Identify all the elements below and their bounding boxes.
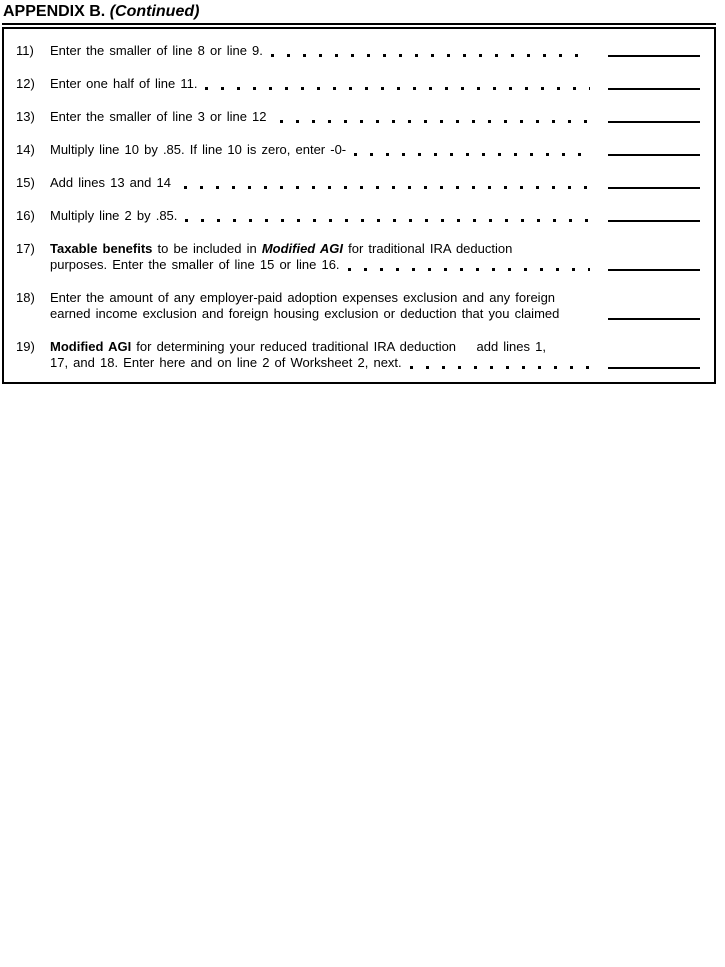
worksheet-row-19 bbox=[4, 339, 714, 371]
line-description: purposes. Enter the smaller of line 15 or line 16. bbox=[50, 257, 340, 272]
line-description: Enter the smaller of line 3 or line 12 bbox=[50, 109, 272, 124]
line-text bbox=[50, 290, 590, 322]
page-title bbox=[2, 3, 716, 25]
worksheet-row-16 bbox=[4, 208, 714, 224]
line-number: 14) bbox=[16, 142, 35, 157]
answer-line-17 bbox=[608, 269, 700, 271]
worksheet-row-12 bbox=[4, 76, 714, 92]
dot-leader bbox=[410, 366, 590, 369]
worksheet-row-11 bbox=[4, 43, 714, 59]
dot-leader bbox=[184, 186, 590, 189]
line-number: 18) bbox=[16, 290, 35, 305]
worksheet-row-15 bbox=[4, 175, 714, 191]
answer-line-11 bbox=[608, 55, 700, 57]
line-description: earned income exclusion and foreign housing exclusion or deduction that you claimed bbox=[50, 306, 560, 321]
line-description: Multiply line 10 by .85. If line 10 is zero, enter -0- bbox=[50, 142, 347, 157]
line-description: 17, and 18. Enter here and on line 2 of Worksheet 2, next. bbox=[50, 355, 402, 370]
answer-line-19 bbox=[608, 367, 700, 369]
line-number: 13) bbox=[16, 109, 35, 124]
worksheet-row-17 bbox=[4, 241, 714, 273]
answer-line-15 bbox=[608, 187, 700, 189]
line-description: Enter the amount of any employer-paid adoption expenses exclusion and any foreign bbox=[50, 290, 556, 305]
line-description: for traditional IRA deduction bbox=[343, 241, 513, 256]
dot-leader bbox=[348, 268, 590, 271]
line-number: 19) bbox=[16, 339, 35, 354]
dot-leader bbox=[205, 87, 590, 90]
dot-leader bbox=[185, 219, 590, 222]
line-number: 17) bbox=[16, 241, 35, 256]
bold-italic-term: Modified AGI bbox=[261, 241, 343, 256]
answer-line-18 bbox=[608, 318, 700, 320]
worksheet-row-14 bbox=[4, 142, 714, 158]
line-number: 16) bbox=[16, 208, 35, 223]
line-description: Enter the smaller of line 8 or line 9. bbox=[50, 43, 263, 58]
line-description: to be included in bbox=[152, 241, 262, 256]
line-description: Add lines 13 and 14 bbox=[50, 175, 177, 190]
worksheet-row-18 bbox=[4, 290, 714, 322]
dot-leader bbox=[271, 54, 590, 57]
answer-line-14 bbox=[608, 154, 700, 156]
line-text bbox=[50, 43, 590, 59]
dot-leader bbox=[280, 120, 590, 123]
line-text bbox=[50, 175, 590, 191]
line-text bbox=[50, 339, 590, 371]
line-description: for determining your reduced traditional IRA deduction add lines 1, bbox=[131, 339, 546, 354]
worksheet-box bbox=[2, 27, 716, 384]
line-number: 12) bbox=[16, 76, 35, 91]
worksheet-row-13 bbox=[4, 109, 714, 125]
line-text bbox=[50, 109, 590, 125]
line-description: Multiply line 2 by .85. bbox=[50, 208, 178, 223]
bold-term: Modified AGI bbox=[50, 339, 132, 354]
answer-line-12 bbox=[608, 88, 700, 90]
line-description: Enter one half of line 11. bbox=[50, 76, 198, 91]
answer-line-16 bbox=[608, 220, 700, 222]
dot-leader bbox=[354, 153, 590, 156]
document-page bbox=[0, 0, 725, 384]
answer-line-13 bbox=[608, 121, 700, 123]
line-text bbox=[50, 76, 590, 92]
page-title-continued: (Continued) bbox=[109, 3, 200, 20]
line-text bbox=[50, 208, 590, 224]
line-number: 15) bbox=[16, 175, 35, 190]
page-title-main: APPENDIX B. bbox=[3, 3, 110, 20]
bold-term: Taxable benefits bbox=[50, 241, 153, 256]
line-text bbox=[50, 241, 590, 273]
line-number: 11) bbox=[16, 43, 34, 58]
line-text bbox=[50, 142, 590, 158]
